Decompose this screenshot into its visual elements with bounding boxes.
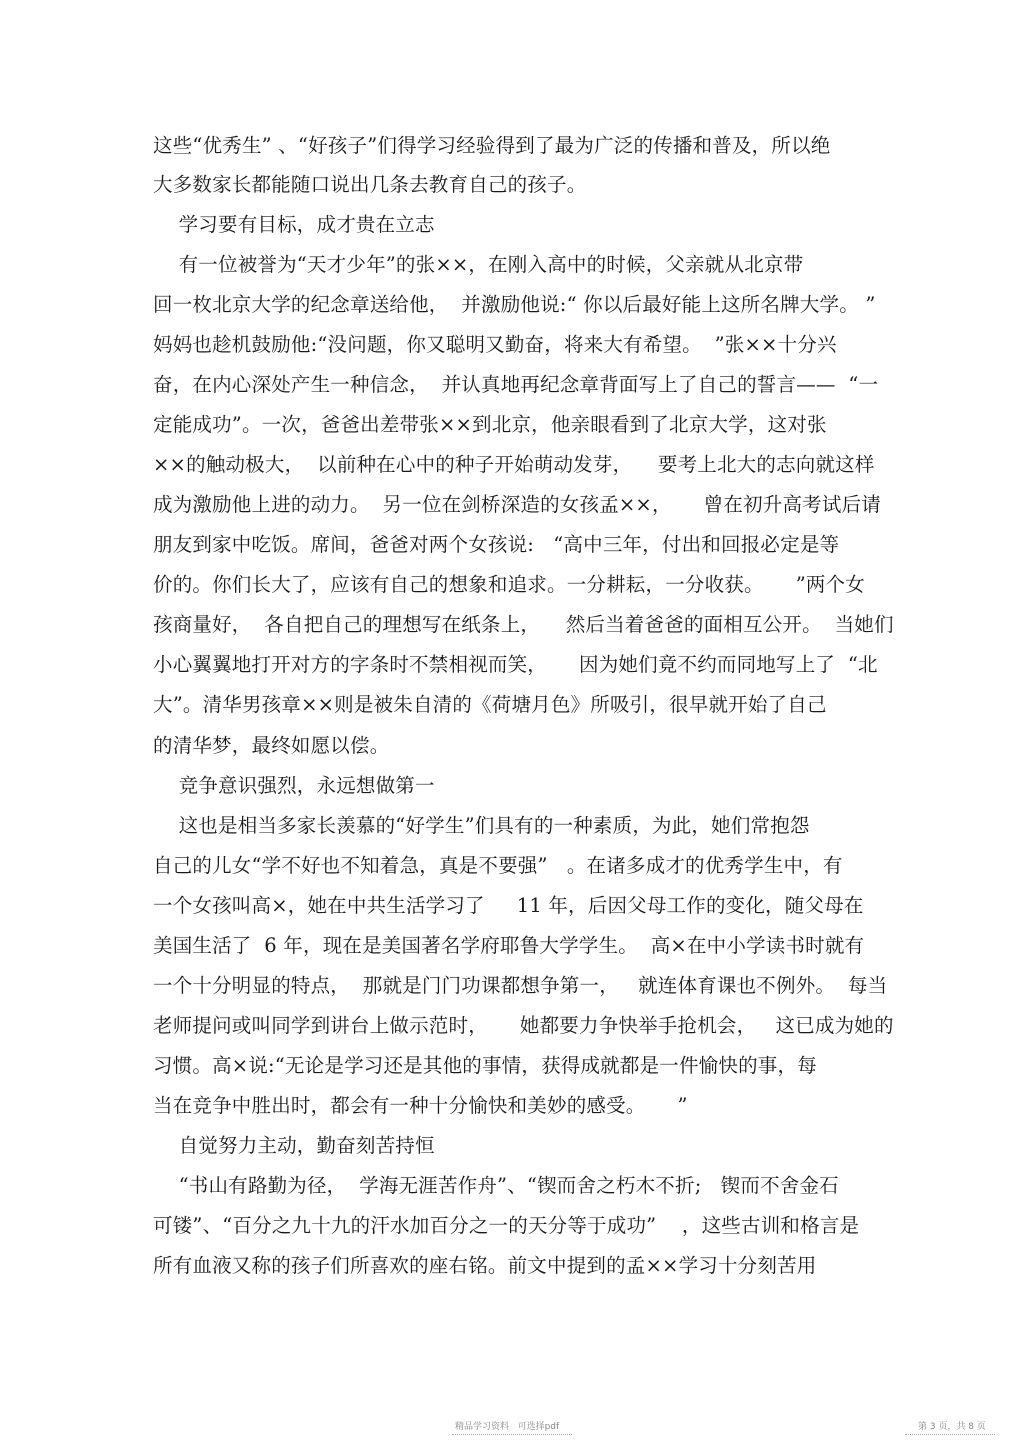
footer-dotted-rule-right xyxy=(905,1434,995,1435)
footer-page-number: 第 3 页，共 8 页 xyxy=(918,1422,986,1432)
text-line: ××的触动极大， 以前种在心中的种子开始萌动发芽， 要考上北大的志向就这样 xyxy=(153,453,875,476)
text-line: “书山有路勤为径， 学海无涯苦作舟”、“锲而舍之朽木不折; 锲而不舍金石 xyxy=(153,1174,839,1197)
text-line: 习惯。高×说:“无论是学习还是其他的事情，获得成就都是一件愉快的事，每 xyxy=(153,1054,817,1077)
text-line: 奋，在内心深处产生一种信念， 并认真地再纪念章背面写上了自己的誓言—— “一 xyxy=(153,373,879,396)
text-line: 定能成功”。一次，爸爸出差带张××到北京，他亲眼看到了北京大学，这对张 xyxy=(153,413,827,436)
text-line: 的清华梦，最终如愿以偿。 xyxy=(153,734,390,757)
text-line: 老师提问或叫同学到讲台上做示范时， 她都要力争快举手抢机会， 这已成为她的 xyxy=(153,1014,894,1037)
text-line: 美国生活了 6 年，现在是美国著名学府耶鲁大学学生。 高×在中小学读书时就有 xyxy=(153,934,865,957)
text-line: 可镂”、“百分之九十九的汗水加百分之一的天分等于成功” ，这些古训和格言是 xyxy=(153,1214,860,1237)
footer-dotted-rule-left xyxy=(452,1434,572,1435)
text-line: 回一枚北京大学的纪念章送给他， 并激励他说:“ 你以后最好能上这所名牌大学。 ” xyxy=(153,293,876,316)
text-line: 大多数家长都能随口说出几条去教育自己的孩子。 xyxy=(153,173,587,196)
text-line: 朋友到家中吃饭。席间，爸爸对两个女孩说: “高中三年，付出和回报必定是等 xyxy=(153,533,840,556)
text-line: 价的。你们长大了，应该有自己的想象和追求。一分耕耘，一分收获。 ”两个女 xyxy=(153,573,865,596)
footer-source-label: 精品学习资料 可选择pdf xyxy=(455,1422,560,1432)
text-line: 有一位被誉为“天才少年”的张××，在刚入高中的时候，父亲就从北京带 xyxy=(153,253,804,276)
text-line: 妈妈也趁机鼓励他:“没问题，你又聪明又勤奋，将来大有希望。 ”张××十分兴 xyxy=(153,333,837,356)
text-line: 一个十分明显的特点， 那就是门门功课都想争第一， 就连体育课也不例外。 每当 xyxy=(153,974,888,997)
text-line: 所有血液又称的孩子们所喜欢的座右铭。前文中提到的孟××学习十分刻苦用 xyxy=(153,1254,817,1277)
text-line: 当在竞争中胜出时，都会有一种十分愉快和美妙的感受。 ” xyxy=(153,1094,688,1117)
text-line: 学习要有目标，成才贵在立志 xyxy=(153,213,435,236)
text-line: 自己的儿女“学不好也不知着急，真是不要强” 。在诸多成才的优秀学生中，有 xyxy=(153,854,843,877)
text-line: 竞争意识强烈，永远想做第一 xyxy=(153,774,435,797)
text-line: 这也是相当多家长羡慕的“好学生”们具有的一种素质，为此，她们常抱怨 xyxy=(153,814,810,837)
text-line: 小心翼翼地打开对方的字条时不禁相视而笑， 因为她们竟不约而同地写上了 “北 xyxy=(153,653,878,676)
text-line: 大”。清华男孩章××则是被朱自清的《荷塘月色》所吸引，很早就开始了自己 xyxy=(153,693,827,716)
text-line: 自觉努力主动，勤奋刻苦持恒 xyxy=(153,1134,435,1157)
text-line: 孩商量好， 各自把自己的理想写在纸条上， 然后当着爸爸的面相互公开。 当她们 xyxy=(153,613,894,636)
text-line: 成为激励他上进的动力。 另一位在剑桥深造的女孩孟××， 曾在初升高考试后请 xyxy=(153,493,881,516)
text-line: 一个女孩叫高×，她在中共生活学习了 11 年，后因父母工作的变化，随父母在 xyxy=(153,894,864,917)
text-line: 这些“优秀生” 、“好孩子”们得学习经验得到了最为广泛的传播和普及，所以绝 xyxy=(153,134,831,157)
